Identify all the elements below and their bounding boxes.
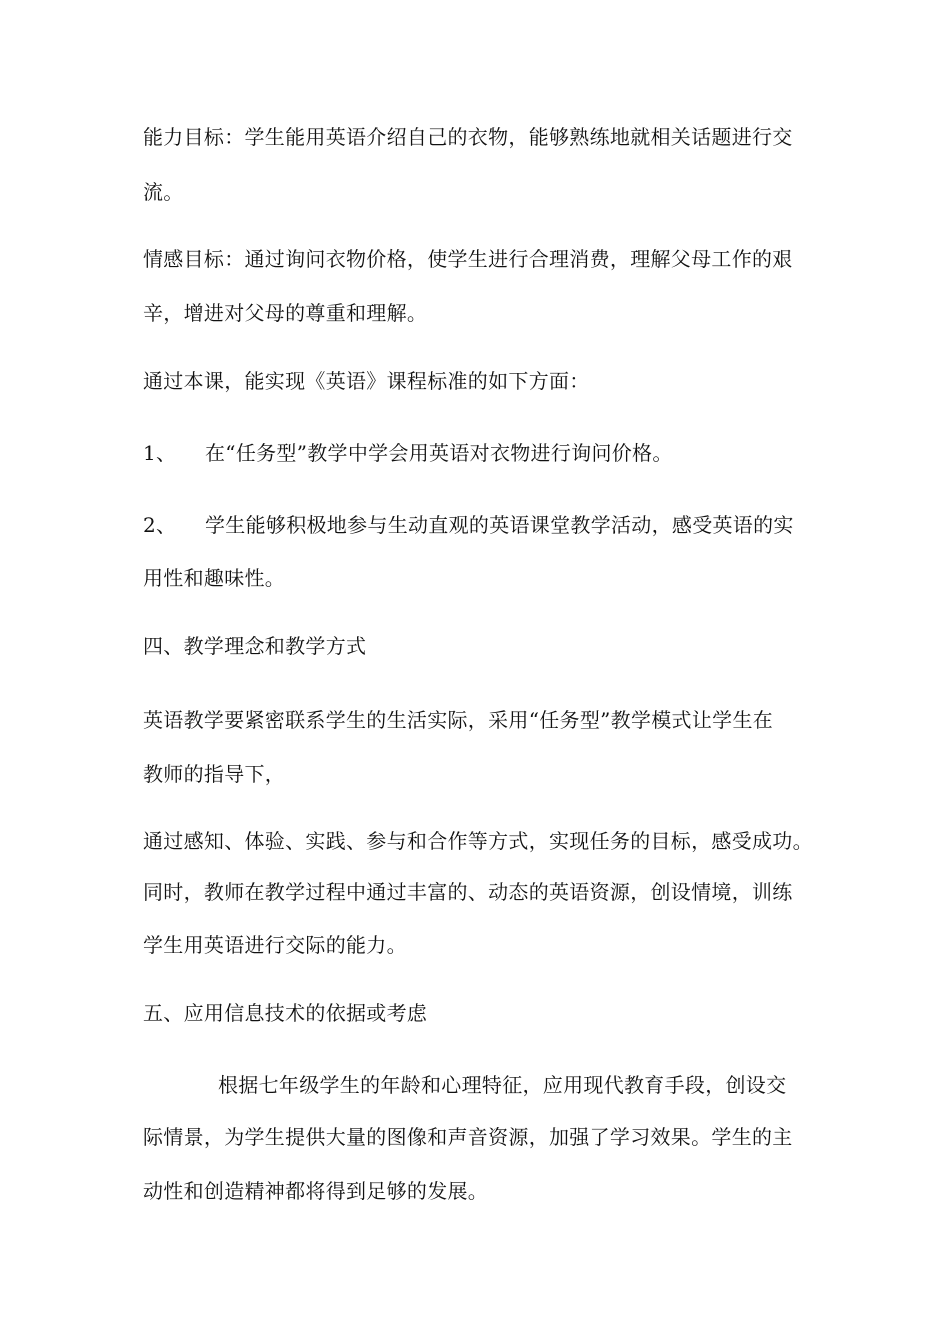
section-5-para-line-2: 际情景，为学生提供大量的图像和声音资源，加强了学习效果。学生的主 bbox=[143, 1125, 793, 1149]
section-4-para-2-line-3: 学生用英语进行交际的能力。 bbox=[143, 933, 407, 957]
section-4-heading: 四、教学理念和教学方式 bbox=[143, 634, 367, 658]
ability-goal-line-1: 能力目标：学生能用英语介绍自己的衣物，能够熟练地就相关话题进行交 bbox=[143, 125, 793, 149]
emotion-goal-line-2: 辛，增进对父母的尊重和理解。 bbox=[143, 301, 428, 325]
section-5-para-line-3: 动性和创造精神都将得到足够的发展。 bbox=[143, 1179, 489, 1203]
section-5-heading: 五、应用信息技术的依据或考虑 bbox=[143, 1001, 428, 1025]
list-item-number: 1、 bbox=[143, 441, 177, 465]
standard-intro: 通过本课，能实现《英语》课程标准的如下方面： bbox=[143, 369, 590, 393]
section-4-para-2-line-2: 同时，教师在教学过程中通过丰富的、动态的英语资源，创设情境，训练 bbox=[143, 880, 793, 904]
list-item-text: 在“任务型”教学中学会用英语对衣物进行询问价格。 bbox=[205, 441, 673, 465]
list-item-number: 2、 bbox=[143, 513, 177, 537]
section-4-para-2-line-1: 通过感知、体验、实践、参与和合作等方式，实现任务的目标，感受成功。 bbox=[143, 829, 813, 853]
section-4-para-1-line-1: 英语教学要紧密联系学生的生活实际，采用“任务型”教学模式让学生在 bbox=[143, 708, 774, 732]
list-item-text: 学生能够积极地参与生动直观的英语课堂教学活动，感受英语的实 bbox=[205, 513, 794, 537]
section-4-para-1-line-2: 教师的指导下， bbox=[143, 762, 286, 786]
section-5-para-line-1: 根据七年级学生的年龄和心理特征，应用现代教育手段，创设交 bbox=[218, 1073, 787, 1097]
ability-goal-line-2: 流。 bbox=[143, 180, 184, 204]
list-item-1 bbox=[143, 439, 673, 467]
list-item-2-continuation: 用性和趣味性。 bbox=[143, 566, 286, 590]
list-item-2 bbox=[143, 511, 794, 539]
emotion-goal-line-1: 情感目标：通过询问衣物价格，使学生进行合理消费，理解父母工作的艰 bbox=[143, 247, 793, 271]
